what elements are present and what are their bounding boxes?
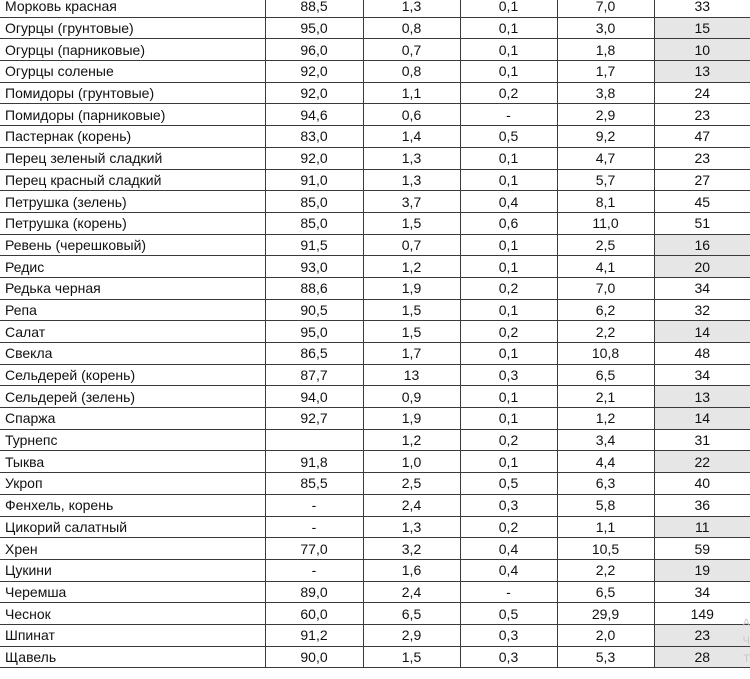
cell-name: Сельдерей (корень) (0, 364, 265, 386)
table-row (0, 234, 750, 256)
cell-value: 91,5 (265, 234, 363, 256)
cell-value-last: 19 (654, 559, 750, 581)
cell-value: 1,3 (363, 0, 460, 17)
cell-value-last: 24 (654, 82, 750, 104)
cell-value: 2,2 (557, 559, 654, 581)
cell-value: 1,4 (363, 126, 460, 148)
table-row (0, 603, 750, 625)
cell-value: 0,3 (460, 646, 557, 668)
cell-value-last: 45 (654, 191, 750, 213)
cell-value: 6,2 (557, 299, 654, 321)
cell-value-last: 47 (654, 126, 750, 148)
cell-value-last: 34 (654, 364, 750, 386)
cell-value-last: 14 (654, 321, 750, 343)
cell-value: 0,6 (363, 104, 460, 126)
cell-value: 2,4 (363, 581, 460, 603)
cell-value: 6,5 (363, 603, 460, 625)
cell-value-last: 23 (654, 104, 750, 126)
cell-value-last: 15 (654, 17, 750, 39)
cell-value: 1,7 (557, 61, 654, 83)
cell-value: 0,1 (460, 147, 557, 169)
table-row (0, 364, 750, 386)
cell-value: 95,0 (265, 321, 363, 343)
cell-value: 0,8 (363, 61, 460, 83)
cell-value: 0,3 (460, 364, 557, 386)
cell-value: 1,3 (363, 516, 460, 538)
cell-name: Репа (0, 299, 265, 321)
cell-value: 1,2 (557, 408, 654, 430)
cell-value: 1,8 (557, 39, 654, 61)
cell-value: 7,0 (557, 0, 654, 17)
cell-value: 0,1 (460, 169, 557, 191)
table-row (0, 473, 750, 495)
cell-value: 6,3 (557, 473, 654, 495)
cell-value: 0,4 (460, 559, 557, 581)
cell-value-last: 32 (654, 299, 750, 321)
cell-value: 94,6 (265, 104, 363, 126)
table-row (0, 386, 750, 408)
cell-value: 89,0 (265, 581, 363, 603)
cell-value: 3,8 (557, 82, 654, 104)
cell-value: 0,1 (460, 408, 557, 430)
cell-value: 0,1 (460, 61, 557, 83)
cell-name: Редис (0, 256, 265, 278)
cell-value: 1,2 (363, 256, 460, 278)
cell-value: 10,5 (557, 538, 654, 560)
cell-value-last: 14 (654, 408, 750, 430)
cell-value: 6,5 (557, 364, 654, 386)
watermark-char: Т (743, 653, 750, 665)
cell-value: 5,8 (557, 494, 654, 516)
cell-value: 0,7 (363, 39, 460, 61)
cell-value: 0,8 (363, 17, 460, 39)
cell-value: 2,0 (557, 624, 654, 646)
cell-value: 91,8 (265, 451, 363, 473)
cell-value-last: 48 (654, 343, 750, 365)
cell-value: 0,5 (460, 473, 557, 495)
cell-name: Помидоры (парниковые) (0, 104, 265, 126)
cell-value: 0,3 (460, 494, 557, 516)
cell-value: 13 (363, 364, 460, 386)
cell-value: 83,0 (265, 126, 363, 148)
table-row (0, 581, 750, 603)
cell-value-last: 13 (654, 386, 750, 408)
cell-value: 77,0 (265, 538, 363, 560)
cell-value: 90,5 (265, 299, 363, 321)
cell-value: - (460, 104, 557, 126)
cell-value-last: 23 (654, 624, 750, 646)
cell-name: Сельдерей (зелень) (0, 386, 265, 408)
cell-name: Перец красный сладкий (0, 169, 265, 191)
cell-value: 2,4 (363, 494, 460, 516)
cell-value-last: 13 (654, 61, 750, 83)
table-row (0, 321, 750, 343)
cell-value: 3,0 (557, 17, 654, 39)
cell-value: 0,2 (460, 82, 557, 104)
cell-name: Петрушка (корень) (0, 212, 265, 234)
table-row (0, 451, 750, 473)
cell-value: 93,0 (265, 256, 363, 278)
cell-value: 0,2 (460, 277, 557, 299)
cell-name: Огурцы (грунтовые) (0, 17, 265, 39)
cell-value: 0,2 (460, 429, 557, 451)
cell-value: 0,2 (460, 516, 557, 538)
cell-value-last: 40 (654, 473, 750, 495)
cell-value: 1,9 (363, 277, 460, 299)
cell-value: 1,6 (363, 559, 460, 581)
cell-value: 8,1 (557, 191, 654, 213)
table-row (0, 646, 750, 668)
cell-value: 1,1 (557, 516, 654, 538)
cell-value: 3,4 (557, 429, 654, 451)
table-row (0, 299, 750, 321)
table-row (0, 191, 750, 213)
cell-value: 0,1 (460, 256, 557, 278)
cell-value: 2,5 (363, 473, 460, 495)
cell-value-last: 11 (654, 516, 750, 538)
table-row (0, 0, 750, 17)
table-row (0, 624, 750, 646)
cell-value-last: 10 (654, 39, 750, 61)
cell-value: 3,2 (363, 538, 460, 560)
cell-value: 0,5 (460, 603, 557, 625)
cell-name: Петрушка (зелень) (0, 191, 265, 213)
cell-value-last: 51 (654, 212, 750, 234)
cell-value: 0,4 (460, 538, 557, 560)
cell-value: 0,2 (460, 321, 557, 343)
cell-value: 1,9 (363, 408, 460, 430)
cell-name: Ревень (черешковый) (0, 234, 265, 256)
cell-value: 1,5 (363, 321, 460, 343)
cell-value: 92,0 (265, 61, 363, 83)
cell-name: Хрен (0, 538, 265, 560)
cell-value: 2,9 (557, 104, 654, 126)
cell-value-last: 36 (654, 494, 750, 516)
cell-value: 1,1 (363, 82, 460, 104)
table-row (0, 126, 750, 148)
cell-value-last: 16 (654, 234, 750, 256)
cell-value: 0,3 (460, 624, 557, 646)
cell-value: 88,5 (265, 0, 363, 17)
cell-value: 6,5 (557, 581, 654, 603)
table-row (0, 277, 750, 299)
cell-value: 1,7 (363, 343, 460, 365)
cell-name: Черемша (0, 581, 265, 603)
table-row (0, 104, 750, 126)
table-row (0, 147, 750, 169)
cell-name: Морковь красная (0, 0, 265, 17)
cell-value: 0,1 (460, 39, 557, 61)
table-row (0, 82, 750, 104)
cell-value: 92,7 (265, 408, 363, 430)
cell-value: 87,7 (265, 364, 363, 386)
cell-value: 9,2 (557, 126, 654, 148)
cell-value: 11,0 (557, 212, 654, 234)
cell-value: - (265, 559, 363, 581)
cell-name: Спаржа (0, 408, 265, 430)
cell-value: 29,9 (557, 603, 654, 625)
cell-name: Цукини (0, 559, 265, 581)
cell-value: 7,0 (557, 277, 654, 299)
table-row (0, 212, 750, 234)
cell-value: 85,0 (265, 191, 363, 213)
cell-value-last: 33 (654, 0, 750, 17)
cell-value: 0,1 (460, 0, 557, 17)
cell-name: Турнепс (0, 429, 265, 451)
cell-name: Огурцы соленые (0, 61, 265, 83)
cell-value: - (460, 581, 557, 603)
cell-name: Огурцы (парниковые) (0, 39, 265, 61)
table-row (0, 408, 750, 430)
cell-value: 92,0 (265, 82, 363, 104)
cell-value: 85,5 (265, 473, 363, 495)
cell-value: 91,0 (265, 169, 363, 191)
cell-name: Шпинат (0, 624, 265, 646)
cell-value: 88,6 (265, 277, 363, 299)
cell-value (265, 429, 363, 451)
watermark (734, 614, 750, 668)
cell-value: 85,0 (265, 212, 363, 234)
cell-value: 1,0 (363, 451, 460, 473)
cell-value: 95,0 (265, 17, 363, 39)
cell-value: 1,3 (363, 169, 460, 191)
table-row (0, 39, 750, 61)
cell-name: Цикорий салатный (0, 516, 265, 538)
cell-value: 4,1 (557, 256, 654, 278)
table-row (0, 61, 750, 83)
cell-value-last: 149 (654, 603, 750, 625)
table-row (0, 429, 750, 451)
cell-name: Тыква (0, 451, 265, 473)
cell-value: 1,2 (363, 429, 460, 451)
cell-value: 3,7 (363, 191, 460, 213)
cell-name: Перец зеленый сладкий (0, 147, 265, 169)
table-row (0, 538, 750, 560)
cell-value-last: 59 (654, 538, 750, 560)
cell-value: 5,7 (557, 169, 654, 191)
cell-value: 0,1 (460, 234, 557, 256)
cell-value: 2,5 (557, 234, 654, 256)
cell-value: 90,0 (265, 646, 363, 668)
cell-value: 92,0 (265, 147, 363, 169)
cell-value: 4,4 (557, 451, 654, 473)
cell-value: 1,3 (363, 147, 460, 169)
cell-value: 60,0 (265, 603, 363, 625)
cell-value: 0,1 (460, 451, 557, 473)
cell-name: Помидоры (грунтовые) (0, 82, 265, 104)
cell-value-last: 28 (654, 646, 750, 668)
cell-value: 0,1 (460, 17, 557, 39)
cell-value: 1,5 (363, 212, 460, 234)
cell-name: Фенхель, корень (0, 494, 265, 516)
cell-value: 86,5 (265, 343, 363, 365)
cell-value-last: 20 (654, 256, 750, 278)
cell-value-last: 34 (654, 581, 750, 603)
cell-value: 91,2 (265, 624, 363, 646)
cell-value: 0,7 (363, 234, 460, 256)
watermark-char: А (742, 617, 750, 629)
cell-name: Редька черная (0, 277, 265, 299)
cell-value: 96,0 (265, 39, 363, 61)
watermark-char: Ч (742, 635, 750, 647)
cell-value: - (265, 516, 363, 538)
cell-value: - (265, 494, 363, 516)
table-row (0, 494, 750, 516)
cell-name: Чеснок (0, 603, 265, 625)
cell-value: 0,9 (363, 386, 460, 408)
cell-value: 0,6 (460, 212, 557, 234)
cell-name: Укроп (0, 473, 265, 495)
table-row (0, 256, 750, 278)
cell-name: Салат (0, 321, 265, 343)
cell-value: 94,0 (265, 386, 363, 408)
cell-value: 4,7 (557, 147, 654, 169)
table-row (0, 169, 750, 191)
cell-value: 2,2 (557, 321, 654, 343)
cell-value-last: 22 (654, 451, 750, 473)
cell-value: 0,4 (460, 191, 557, 213)
cell-value-last: 34 (654, 277, 750, 299)
cell-value: 2,9 (363, 624, 460, 646)
cell-value: 0,5 (460, 126, 557, 148)
cell-value-last: 27 (654, 169, 750, 191)
table-row (0, 559, 750, 581)
cell-value-last: 23 (654, 147, 750, 169)
cell-name: Свекла (0, 343, 265, 365)
cell-value: 0,1 (460, 299, 557, 321)
cell-value: 1,5 (363, 299, 460, 321)
cell-value: 0,1 (460, 386, 557, 408)
cell-value: 0,1 (460, 343, 557, 365)
cell-name: Пастернак (корень) (0, 126, 265, 148)
cell-value-last: 31 (654, 429, 750, 451)
cell-value: 1,5 (363, 646, 460, 668)
cell-value: 2,1 (557, 386, 654, 408)
table-row (0, 343, 750, 365)
table-row (0, 516, 750, 538)
cell-value: 10,8 (557, 343, 654, 365)
cell-name: Щавель (0, 646, 265, 668)
table-row (0, 17, 750, 39)
cell-value: 5,3 (557, 646, 654, 668)
